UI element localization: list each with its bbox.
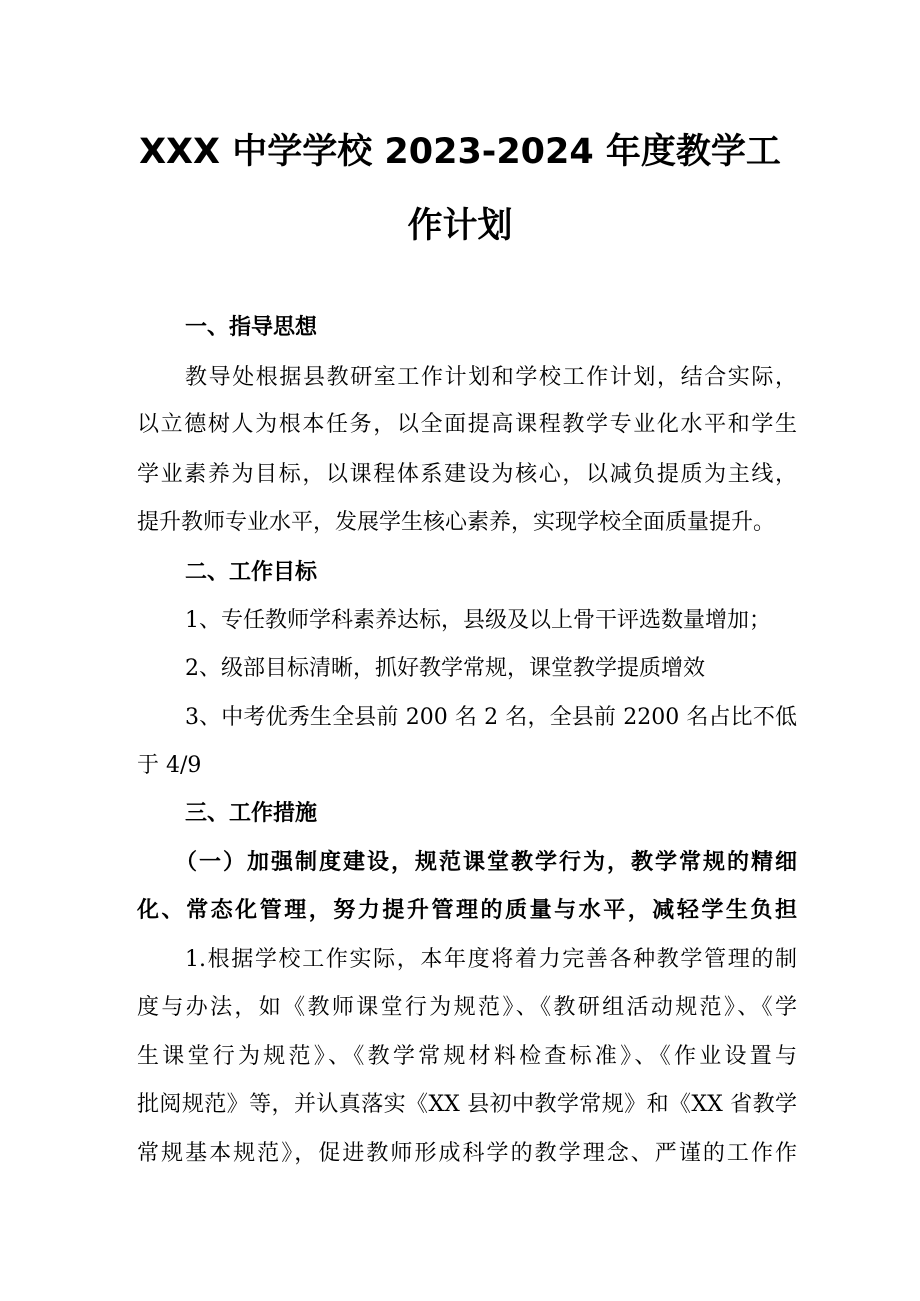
paragraph-line: 学业素养为目标，以课程体系建设为核心，以减负提质为主线， — [137, 462, 797, 487]
goal-item: 1、专任教师学科素养达标，县级及以上骨干评选数量增加； — [185, 608, 771, 633]
paragraph-line: 以立德树人为根本任务，以全面提高课程教学专业化水平和学生 — [137, 412, 797, 437]
paragraph-line: 1.根据学校工作实际，本年度将着力完善各种教学管理的制 — [185, 947, 797, 972]
paragraph-line: 度与办法，如《教师课堂行为规范》、《教研组活动规范》、《学 — [137, 995, 797, 1020]
paragraph-line: 提升教师专业水平，发展学生核心素养，实现学校全面质量提升。 — [137, 510, 776, 535]
subheading-line: 化、常态化管理，努力提升管理的质量与水平，减轻学生负担 — [137, 898, 797, 923]
paragraph-line: 生课堂行为规范》、《教学常规材料检查标准》、《作业设置与 — [137, 1044, 797, 1069]
section-heading-guiding-ideology: 一、指导思想 — [185, 315, 318, 340]
subheading-line: （一）加强制度建设，规范课堂教学行为，教学常规的精细 — [175, 850, 797, 875]
section-heading-work-goals: 二、工作目标 — [185, 560, 318, 585]
section-heading-work-measures: 三、工作措施 — [185, 801, 318, 826]
goal-item-continuation: 于 4/9 — [137, 753, 202, 778]
document-title-line-2: 作计划 — [407, 206, 513, 246]
goal-item: 3、中考优秀生全县前 200 名 2 名，全县前 2200 名占比不低 — [185, 705, 797, 730]
paragraph-line: 教导处根据县教研室工作计划和学校工作计划，结合实际， — [185, 365, 797, 390]
paragraph-line: 常规基本规范》，促进教师形成科学的教学理念、严谨的工作作 — [137, 1141, 797, 1166]
document-title-line-1: XXX 中学学校 2023-2024 年度教学工 — [139, 132, 781, 172]
goal-item: 2、级部目标清晰，抓好教学常规，课堂教学提质增效 — [185, 656, 705, 681]
paragraph-line: 批阅规范》等，并认真落实《XX 县初中教学常规》和《XX 省教学 — [137, 1092, 797, 1117]
